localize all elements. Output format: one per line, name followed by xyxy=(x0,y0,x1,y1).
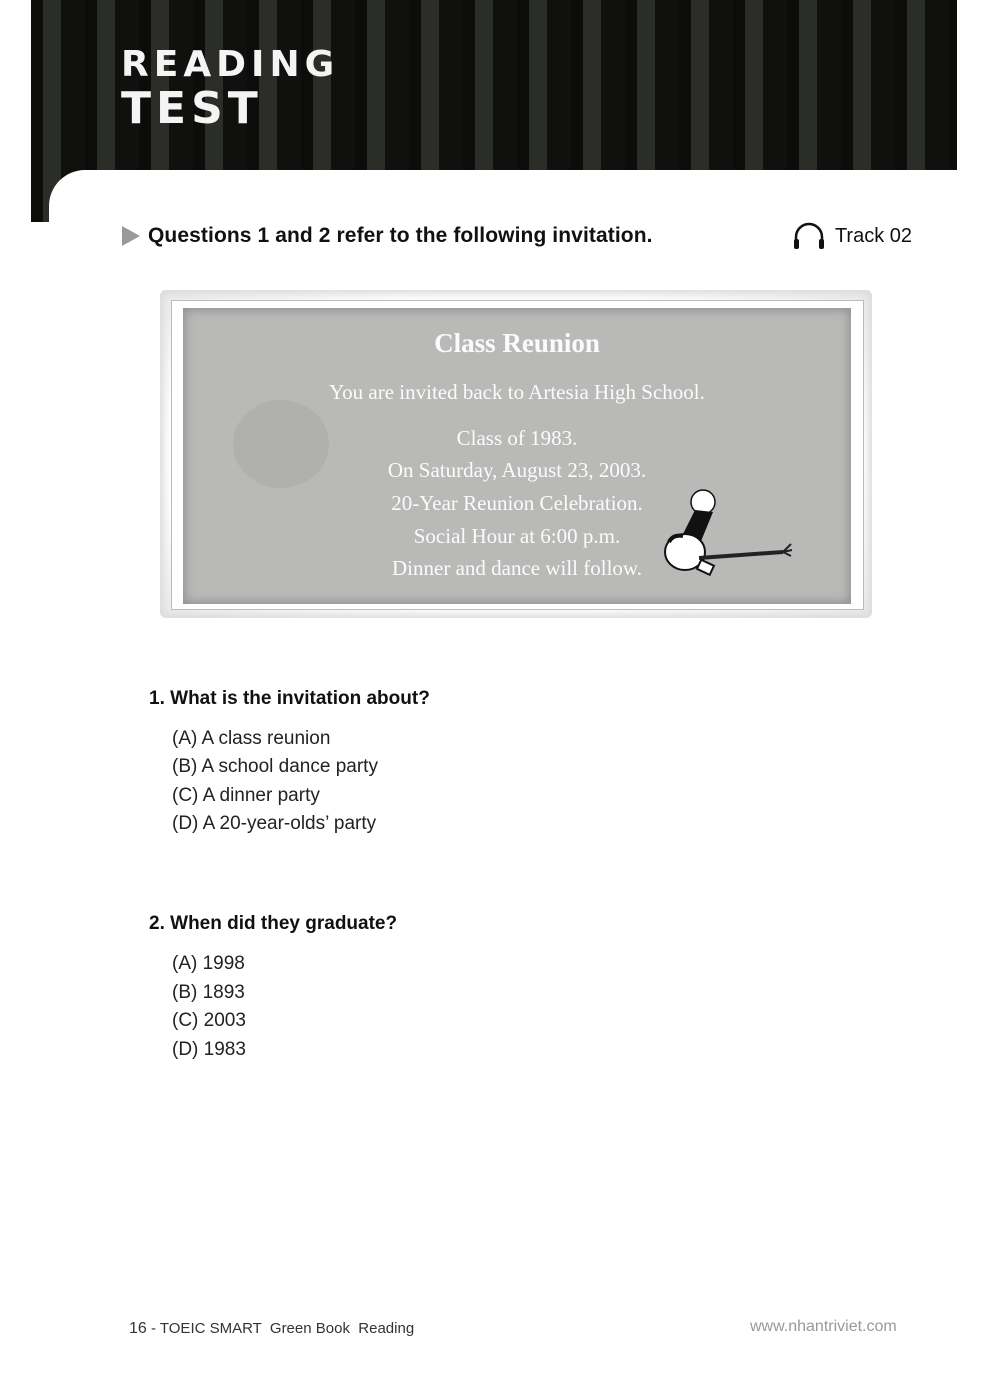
question-text: When did they graduate? xyxy=(170,913,398,934)
section-header xyxy=(122,220,912,252)
question-number: 1. xyxy=(149,688,165,709)
answer-option: (B) A school dance party xyxy=(172,756,378,777)
page-title xyxy=(121,44,339,132)
answer-option: (A) 1998 xyxy=(172,953,245,974)
invitation-line: Social Hour at 6:00 p.m. xyxy=(413,524,621,548)
party-horn-mascot-icon xyxy=(655,486,795,586)
question-1 xyxy=(149,688,430,710)
answer-option: (C) A dinner party xyxy=(172,785,320,806)
answer-option: (B) 1893 xyxy=(172,982,245,1003)
invitation-title: Class Reunion xyxy=(434,328,600,358)
audio-track xyxy=(791,221,912,251)
invitation-line: Dinner and dance will follow. xyxy=(392,556,642,580)
answer-option: (C) 2003 xyxy=(172,1010,246,1031)
invitation-line: 20-Year Reunion Celebration. xyxy=(391,491,643,515)
book-title: TOEIC SMART Green Book Reading xyxy=(159,1320,415,1337)
question-2 xyxy=(149,913,397,935)
triangle-bullet-icon xyxy=(122,226,140,246)
invitation-line: Class of 1983. xyxy=(456,426,578,450)
question-text: What is the invitation about? xyxy=(170,688,430,709)
page-title-line1: READING xyxy=(121,44,340,85)
track-label: Track 02 xyxy=(834,224,912,247)
answer-option: (D) A 20-year-olds’ party xyxy=(172,813,377,834)
page-number: 16 xyxy=(129,1320,147,1337)
publisher-website: www.nhantriviet.com xyxy=(750,1318,897,1335)
invitation-line: You are invited back to Artesia High School. xyxy=(329,380,705,404)
invitation-line: On Saturday, August 23, 2003. xyxy=(387,458,647,482)
invitation-card xyxy=(183,308,851,604)
section-instruction: Questions 1 and 2 refer to the following invitation. xyxy=(148,224,653,247)
footer-separator: - xyxy=(150,1320,156,1337)
page-footer xyxy=(129,1320,414,1338)
page-title-line2: TEST xyxy=(121,83,263,134)
headphones-icon xyxy=(791,221,827,251)
answer-option: (D) 1983 xyxy=(172,1039,246,1060)
answer-option: (A) A class reunion xyxy=(172,728,331,749)
question-number: 2. xyxy=(149,913,165,934)
